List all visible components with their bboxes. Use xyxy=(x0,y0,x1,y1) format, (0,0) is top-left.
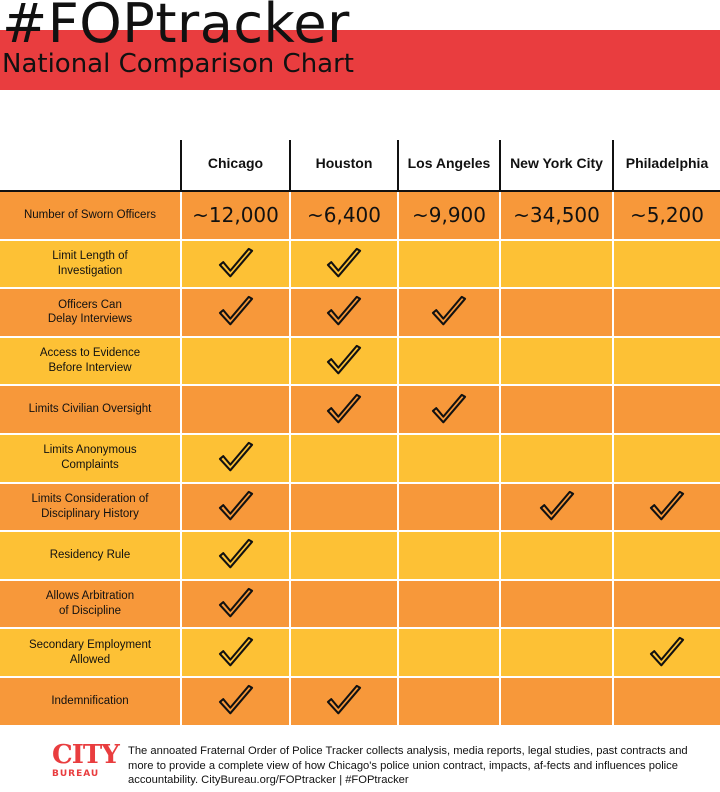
row-label-line: Limits Civilian Oversight xyxy=(28,403,152,416)
cell-philadelphia xyxy=(612,629,720,676)
row-label-line: Secondary Employment xyxy=(28,638,152,651)
table-row xyxy=(0,581,720,630)
row-label xyxy=(0,581,180,628)
officers-value-los-angeles: ~9,900 xyxy=(397,192,499,239)
footer-description: The annoated Fraternal Order of Police Tracker collects analysis, media reports, legal studies, past contracts and more to provide a complete view of how Chicago's police union contract, impacts, af-fects and influences police accountability. CityBureau.org/FOPtracker | #FOPtracker xyxy=(128,745,688,787)
officers-value-philadelphia: ~5,200 xyxy=(612,192,720,239)
cell-los-angeles xyxy=(397,435,499,482)
cell-los-angeles xyxy=(397,581,499,628)
table-row xyxy=(0,289,720,338)
cell-los-angeles xyxy=(397,532,499,579)
cell-new-york-city xyxy=(499,484,612,531)
cell-new-york-city xyxy=(499,629,612,676)
column-header-philadelphia: Philadelphia xyxy=(612,140,720,190)
checkmark-icon xyxy=(648,636,686,670)
column-header-houston: Houston xyxy=(289,140,397,190)
row-label xyxy=(0,241,180,288)
officers-value-houston: ~6,400 xyxy=(289,192,397,239)
checkmark-icon xyxy=(325,344,363,378)
checkmark-icon xyxy=(325,295,363,329)
cell-new-york-city xyxy=(499,386,612,433)
page-title: #FOPtracker xyxy=(2,0,350,55)
cell-new-york-city xyxy=(499,532,612,579)
cell-chicago xyxy=(180,629,289,676)
cell-houston xyxy=(289,289,397,336)
cell-new-york-city xyxy=(499,289,612,336)
cell-philadelphia xyxy=(612,678,720,725)
checkmark-icon xyxy=(217,247,255,281)
cell-houston xyxy=(289,435,397,482)
cell-chicago xyxy=(180,678,289,725)
cell-houston xyxy=(289,581,397,628)
city-bureau-logo xyxy=(52,740,119,779)
row-label-line: Disciplinary History xyxy=(41,507,139,520)
table-row xyxy=(0,484,720,533)
row-label xyxy=(0,435,180,482)
table-header-row xyxy=(0,140,720,190)
cell-los-angeles xyxy=(397,678,499,725)
checkmark-icon xyxy=(430,295,468,329)
cell-los-angeles xyxy=(397,241,499,288)
checkmark-icon xyxy=(217,441,255,475)
cell-philadelphia xyxy=(612,435,720,482)
checkmark-icon xyxy=(538,490,576,524)
table-row xyxy=(0,629,720,678)
cell-philadelphia xyxy=(612,532,720,579)
row-label xyxy=(0,532,180,579)
row-label-line: Officers Can xyxy=(58,298,122,311)
row-label xyxy=(0,289,180,336)
checkmark-icon xyxy=(217,490,255,524)
cell-houston xyxy=(289,629,397,676)
row-label-line: Allows Arbitration xyxy=(45,590,135,603)
header-empty-cell xyxy=(0,140,180,190)
cell-houston xyxy=(289,338,397,385)
cell-chicago xyxy=(180,241,289,288)
checkmark-icon xyxy=(217,684,255,718)
checkmark-icon xyxy=(217,587,255,621)
table-body xyxy=(0,241,720,727)
page-subtitle: National Comparison Chart xyxy=(2,49,354,79)
cell-houston xyxy=(289,484,397,531)
logo-bureau-text: BUREAU xyxy=(52,769,100,779)
checkmark-icon xyxy=(325,393,363,427)
officers-value-new-york-city: ~34,500 xyxy=(499,192,612,239)
table-row xyxy=(0,338,720,387)
row-label-line: Before Interview xyxy=(48,362,132,375)
cell-new-york-city xyxy=(499,435,612,482)
row-label-line: Investigation xyxy=(57,264,123,277)
row-label-line: Access to Evidence xyxy=(39,347,141,360)
cell-chicago xyxy=(180,289,289,336)
checkmark-icon xyxy=(430,393,468,427)
row-label xyxy=(0,484,180,531)
cell-chicago xyxy=(180,484,289,531)
row-label-line: Residency Rule xyxy=(49,548,131,561)
row-label xyxy=(0,678,180,725)
table-row xyxy=(0,435,720,484)
cell-chicago xyxy=(180,338,289,385)
cell-los-angeles xyxy=(397,338,499,385)
cell-chicago xyxy=(180,532,289,579)
row-label xyxy=(0,386,180,433)
cell-houston xyxy=(289,386,397,433)
cell-philadelphia xyxy=(612,241,720,288)
checkmark-icon xyxy=(648,490,686,524)
row-label-line: Indemnification xyxy=(51,694,129,707)
cell-philadelphia xyxy=(612,289,720,336)
row-label-line: Limits Anonymous xyxy=(43,444,137,457)
cell-los-angeles xyxy=(397,386,499,433)
cell-chicago xyxy=(180,581,289,628)
row-label-line: Limit Length of xyxy=(52,249,128,262)
checkmark-icon xyxy=(217,295,255,329)
table-row xyxy=(0,241,720,290)
cell-los-angeles xyxy=(397,484,499,531)
officers-value-chicago: ~12,000 xyxy=(180,192,289,239)
cell-houston xyxy=(289,532,397,579)
row-label-line: Delay Interviews xyxy=(47,313,133,326)
checkmark-icon xyxy=(217,636,255,670)
cell-new-york-city xyxy=(499,581,612,628)
row-label-line: Limits Consideration of xyxy=(31,492,149,505)
cell-philadelphia xyxy=(612,338,720,385)
checkmark-icon xyxy=(325,247,363,281)
table-row xyxy=(0,532,720,581)
row-label: Number of Sworn Officers xyxy=(23,208,157,221)
table-row xyxy=(0,678,720,727)
column-header-los-angeles: Los Angeles xyxy=(397,140,499,190)
cell-los-angeles xyxy=(397,289,499,336)
cell-new-york-city xyxy=(499,678,612,725)
cell-chicago xyxy=(180,435,289,482)
cell-houston xyxy=(289,678,397,725)
cell-philadelphia xyxy=(612,581,720,628)
checkmark-icon xyxy=(325,684,363,718)
column-header-chicago: Chicago xyxy=(180,140,289,190)
cell-chicago xyxy=(180,386,289,433)
row-label-line: of Discipline xyxy=(59,605,121,618)
cell-new-york-city xyxy=(499,241,612,288)
row-label xyxy=(0,629,180,676)
row-label-line: Complaints xyxy=(61,459,119,472)
table-row xyxy=(0,386,720,435)
cell-philadelphia xyxy=(612,386,720,433)
cell-los-angeles xyxy=(397,629,499,676)
table-row-officers xyxy=(0,192,720,241)
column-header-new-york-city: New York City xyxy=(499,140,612,190)
cell-philadelphia xyxy=(612,484,720,531)
comparison-table xyxy=(0,140,720,727)
checkmark-icon xyxy=(217,538,255,572)
cell-houston xyxy=(289,241,397,288)
row-label xyxy=(0,338,180,385)
logo-city-text: CITY xyxy=(52,740,119,770)
row-label-line: Allowed xyxy=(69,653,111,666)
cell-new-york-city xyxy=(499,338,612,385)
